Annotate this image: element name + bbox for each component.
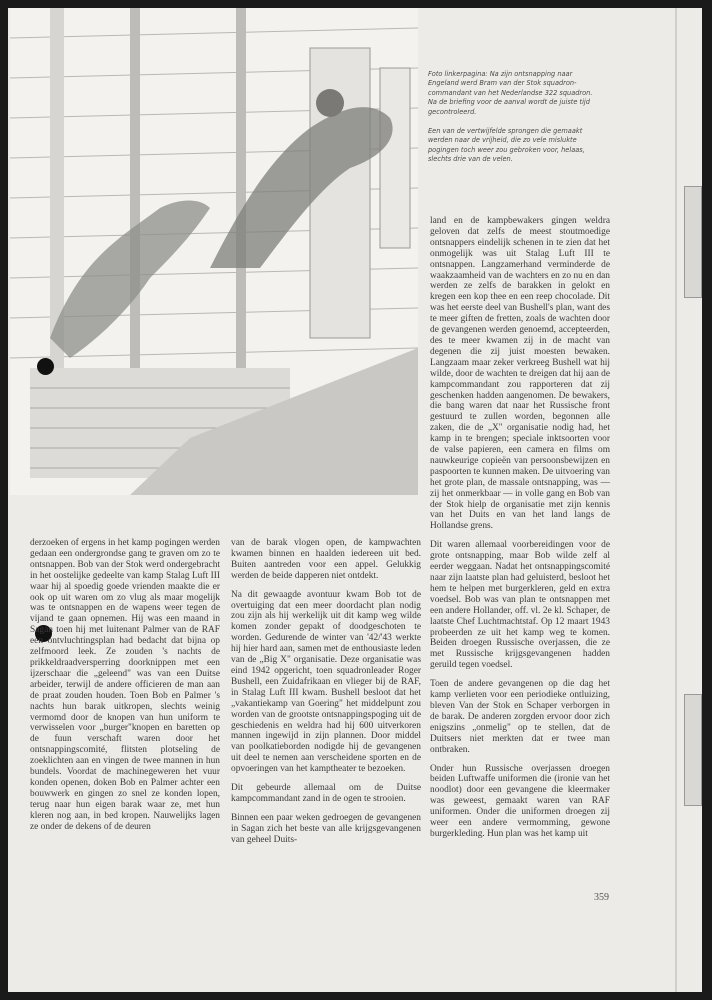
paragraph: land en de kampbewakers gingen weldra geloven dat zelfs de meest stoutmoedige ontsnappers eindelijk schenen in te zien dat het onmogelijk was uit Stalag Luft III te ontsnappen. Langzamerhand verminderde de waakzaamheid van de wachters en zo nu en dan werden ze zelfs de barakken in gelokt en kregen een kop thee en een reep chocolade. Dit was het eerste deel van Bushell's plan, want des te meer giften de fretten, zoals de wachten door de gevangenen werden genoemd, accepteerden, des te meer kwamen zij in de macht van degenen die zij juist moesten bewaken. Langzaam maar zeker verkreeg Bushell wat hij wilde, door de wachten te dreigen dat hij aan de kampcommandant zou rapporteren dat zij geschenken hadden aangenomen. De bewakers, die bang waren dat naar het Russische front gestuurd te zullen worden, begonnen alle zaken, die de „X" organisatie nodig had, het kamp in te brengen; speciale inktsoorten voor de valse papieren, een camera en films om nauwkeurige copieën van persoonsbewijzen en paspoorten te kunnen maken. De uitvoering van het grote plan, de massale ontsnapping, was — zij het onmerkbaar — in volle gang en Bob van der Stok hielp de organisatie met zijn kennis van het Duits en van het land langs de Hollandse grens. <box>430 216 610 532</box>
caption-left-page-photo: Foto linkerpagina: Na zijn ontsnapping naar Engeland werd Bram van der Stok squadron-commandant van het Nederlandse 322 squadron. Na de briefing voor de aanval wordt de juiste tijd gecontroleerd. <box>428 70 593 116</box>
paragraph: Na dit gewaagde avontuur kwam Bob tot de overtuiging dat een meer doordacht plan nodig zou zijn als hij werkelijk uit dit kamp weg wilde komen zonder gepakt of doodgeschoten te worden. Gedurende de winter van '42/'43 werkte hij hier hard aan, samen met de enthousiaste leden van de „Big X" organisatie. Deze organisatie was eind 1942 opgericht, toen squadronleader Roger Bushell, een Zuidafrikaan en vlieger bij de RAF, in Stalag Luft III kwam. Bushell besloot dat het „vakantiekamp van Goering" het middelpunt zou worden van de grootste ontsnappingspoging uit de geschiedenis en weldra had hij 600 uitverkoren mannen ingewijd in zijn plannen. Door middel van poolkatieborden nodigde hij de gevangenen uit deel te nemen aan verscheidene sporten en de opvoeringen van het kamptheater te bezoeken. <box>231 589 421 775</box>
page-edge-tab <box>684 694 702 806</box>
paragraph: van de barak vlogen open, de kampwachten kwamen binnen en haalden iedereen uit bed. Buiten aantreden voor een appel. Gelukkig werden de beide dapperen niet ontdekt. <box>231 538 421 581</box>
photo-caption <box>428 70 600 175</box>
text-column-2 <box>231 538 421 854</box>
paragraph: derzoeken of ergens in het kamp pogingen werden gedaan een ondergrondse gang te graven om zo te ontsnappen. Bob van der Stok werd ondergebracht in het oostelijke gedeelte van kamp Stalag Luft III waar hij al spoedig goede vrienden maakte die er ook op uit waren om zo vlug als maar mogelijk was te ontsnappen en de wapens weer tegen de vijand te gaan opnemen. Hij was een maand in Sagan toen hij met luitenant Palmer van de RAF een ontvluchtingsplan had bedacht dat bijna op zelfmoord leek. Ze zouden 's nachts de prikkeldraadversperring doorknippen met een ijzerschaar die „geleend" was van een Duitse arbeider, terwijl de andere officieren de man aan de praat zouden houden. Toen Bob en Palmer 's nachts hun barak uitkropen, slechts weinig vermomd door de knopen van hun uniform te verwisselen voor „burger"knopen en baretten op de fuun verschaft waren door het ontsnappingscomité, flitsten plotseling de zoeklichten aan en vingen de twee mannen in hun bundels. Voordat de machinegeweren het vuur konden openen, doken Bob en Palmer achter een bouwwerk en gingen zo snel ze konden lopen, terug naar hun eigen barak waar ze, met hun kleren nog aan, in bed kropen. Nauwelijks lagen ze onder de dekens of de deuren <box>30 538 220 832</box>
photo-illustration <box>10 8 418 495</box>
article-photo <box>10 8 418 495</box>
magazine-page <box>8 8 702 992</box>
binder-hole <box>37 358 54 375</box>
paragraph: Dit waren allemaal voorbereidingen voor de grote ontsnapping, maar Bob wilde zelf al eerder weggaan. Nadat het ontsnappingscomité naar zijn laatste plan had geluisterd, besloot het hem te helpen met burgerkleren, geld en extra voedsel. Bob was van plan te ontsnappen met een andere Hollander, off. vl. 2e kl. Schaper, de laatste Chef Luchtmachtstaf. Op 12 maart 1943 probeerden ze uit het kamp weg te komen. Beiden droegen Russische overjassen, die ze met Russische krijgsgevangenen hadden geruild tegen voedsel. <box>430 540 610 671</box>
text-column-3 <box>430 216 610 848</box>
page-edge-tab <box>684 186 702 298</box>
paragraph: Onder hun Russische overjassen droegen beiden Luftwaffe uniformen die (ironie van het noodlot) door een gevangene die kleermaker was geweest, gemaakt waren van RAF uniformen. Onder die uniformen droegen zij weer een andere vermomming, gewone burgerkleding. Hun plan was het kamp uit <box>430 763 610 839</box>
caption-this-photo: Een van de vertwijfelde sprongen die gemaakt werden naar de vrijheid, die zo vele mislukte pogingen toch weer zou gebroken voor, helaas, slechts drie van de velen. <box>428 127 585 164</box>
page-fold-line <box>675 8 677 992</box>
page-number: 359 <box>594 892 609 903</box>
paragraph: Binnen een paar weken gedroegen de gevangenen in Sagan zich het beste van alle krijgsgevangenen van geheel Duits- <box>231 812 421 845</box>
paragraph: Dit gebeurde allemaal om de Duitse kampcommandant zand in de ogen te strooien. <box>231 783 421 804</box>
paragraph: Toen de andere gevangenen op die dag het kamp verlieten voor een periodieke ontluizing, bleven Van der Stok en Schaper verborgen in de barak. De anderen zorgden ervoor door zich enigszins „onmelig" op te stellen, dat de Duitsers niet merkten dat er twee man ontbraken. <box>430 679 610 755</box>
text-column-1 <box>30 538 220 840</box>
